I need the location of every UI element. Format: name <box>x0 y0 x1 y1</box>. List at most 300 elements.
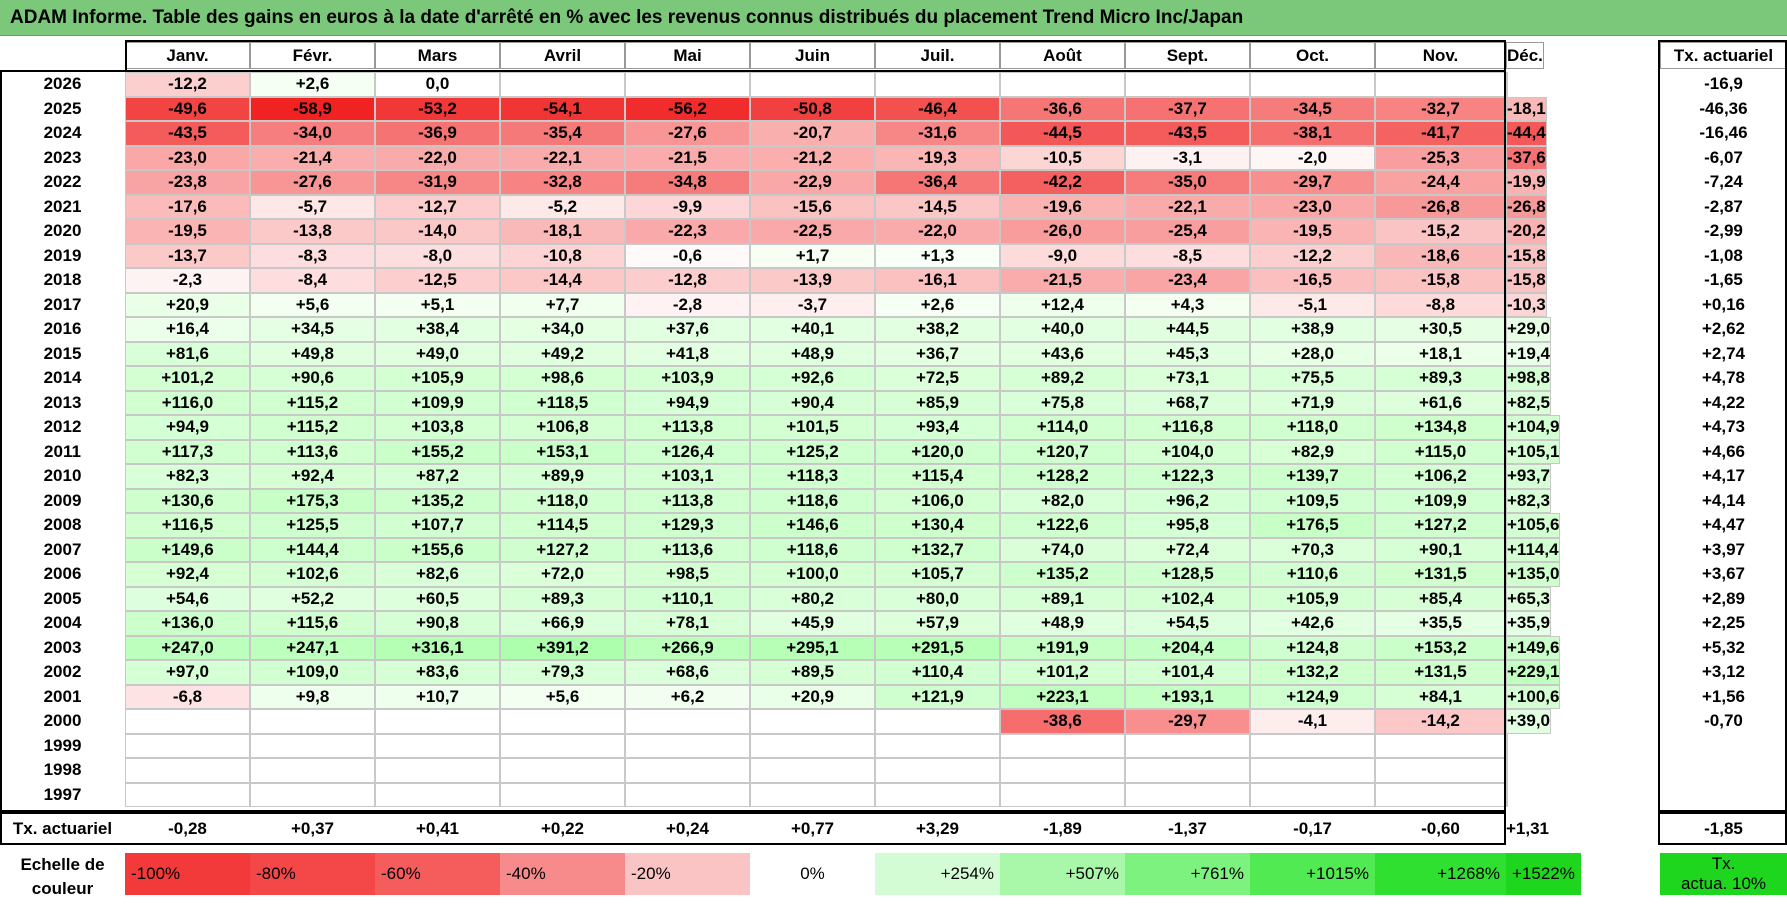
table-cell: -27,6 <box>625 121 750 146</box>
table-cell: +38,4 <box>375 317 500 342</box>
table-cell: +75,8 <box>1000 391 1125 416</box>
table-cell: -34,0 <box>250 121 375 146</box>
table-cell: +105,1 <box>1506 440 1560 465</box>
table-cell: +114,4 <box>1506 538 1560 563</box>
table-cell: -14,5 <box>875 195 1000 220</box>
table-cell: +117,3 <box>125 440 250 465</box>
row-tx-actuariel <box>1660 758 1787 783</box>
footer-value: +0,41 <box>415 818 459 838</box>
table-cell: -43,5 <box>1125 121 1250 146</box>
table-cell: +38,2 <box>875 317 1000 342</box>
table-cell: -4,1 <box>1250 709 1375 734</box>
row-tx-actuariel: +4,17 <box>1701 466 1745 486</box>
row-tx-actuariel: +3,97 <box>1701 539 1745 559</box>
table-cell: -38,6 <box>1000 709 1125 734</box>
scale-tx-line2: actua. 10% <box>1680 874 1767 893</box>
table-cell <box>625 709 750 734</box>
table-cell: +65,3 <box>1506 587 1551 612</box>
table-cell: +52,2 <box>250 587 375 612</box>
table-cell: -10,5 <box>1000 146 1125 171</box>
table-cell <box>500 734 625 759</box>
table-cell: +118,6 <box>750 489 875 514</box>
row-tx-actuariel: +3,67 <box>1701 564 1745 584</box>
scale-tx-swatch <box>1660 853 1787 895</box>
table-cell: -12,2 <box>1250 244 1375 269</box>
table-cell: -18,6 <box>1375 244 1506 269</box>
table-cell: +110,6 <box>1250 562 1375 587</box>
row-year: 2025 <box>43 98 82 118</box>
table-cell: -19,3 <box>875 146 1000 171</box>
table-cell: -36,6 <box>1000 97 1125 122</box>
table-cell: -13,8 <box>250 219 375 244</box>
table-cell <box>875 709 1000 734</box>
table-cell: +295,1 <box>750 636 875 661</box>
table-cell: +92,4 <box>125 562 250 587</box>
table-cell: +49,2 <box>500 342 625 367</box>
table-cell: +223,1 <box>1000 685 1125 710</box>
table-cell <box>1250 758 1375 783</box>
row-tx-actuariel: -2,99 <box>1704 221 1743 241</box>
row-tx-actuariel: -46,36 <box>1699 98 1748 118</box>
table-cell <box>875 734 1000 759</box>
table-cell: +35,5 <box>1375 611 1506 636</box>
table-cell: +110,4 <box>875 660 1000 685</box>
row-tx-actuariel: +4,14 <box>1701 490 1745 510</box>
row-tx-actuariel: -1,08 <box>1704 245 1743 265</box>
table-cell: -36,9 <box>375 121 500 146</box>
table-cell: -8,4 <box>250 268 375 293</box>
table-cell: -12,7 <box>375 195 500 220</box>
month-header: Sept. <box>1125 42 1250 69</box>
row-tx-actuariel: +2,89 <box>1701 588 1745 608</box>
table-cell: +125,5 <box>250 513 375 538</box>
table-cell <box>625 758 750 783</box>
table-cell: -2,0 <box>1250 146 1375 171</box>
row-year: 2008 <box>43 515 82 535</box>
table-cell: +204,4 <box>1125 636 1250 661</box>
table-cell: +93,7 <box>1506 464 1551 489</box>
footer-value: -1,37 <box>1168 818 1207 838</box>
table-cell: -19,5 <box>1250 219 1375 244</box>
table-cell: -44,4 <box>1506 121 1547 146</box>
table-cell: +90,4 <box>750 391 875 416</box>
table-cell: +316,1 <box>375 636 500 661</box>
table-cell <box>250 734 375 759</box>
table-cell: +125,2 <box>750 440 875 465</box>
table-cell: +110,1 <box>625 587 750 612</box>
row-year: 2017 <box>43 294 82 314</box>
table-cell <box>1375 783 1506 808</box>
table-cell: -24,4 <box>1375 170 1506 195</box>
table-cell: -19,9 <box>1506 170 1547 195</box>
row-year: 1998 <box>43 760 82 780</box>
table-cell: +115,0 <box>1375 440 1506 465</box>
table-cell: +153,1 <box>500 440 625 465</box>
row-tx-actuariel: -0,70 <box>1704 711 1743 731</box>
table-cell <box>1000 758 1125 783</box>
table-cell: +115,6 <box>250 611 375 636</box>
scale-swatch: 0% <box>750 853 875 895</box>
table-cell: -22,0 <box>875 219 1000 244</box>
table-cell: -20,7 <box>750 121 875 146</box>
table-cell: +105,9 <box>375 366 500 391</box>
table-cell: +114,5 <box>500 513 625 538</box>
scale-tx-line1: Tx. <box>1711 854 1736 873</box>
table-cell <box>1250 734 1375 759</box>
table-cell <box>1125 72 1250 97</box>
table-cell: -43,5 <box>125 121 250 146</box>
row-year: 2018 <box>43 270 82 290</box>
table-cell: +120,7 <box>1000 440 1125 465</box>
table-cell: -25,4 <box>1125 219 1250 244</box>
table-cell: +89,5 <box>750 660 875 685</box>
table-cell: +128,2 <box>1000 464 1125 489</box>
table-cell: -35,0 <box>1125 170 1250 195</box>
table-cell: -37,7 <box>1125 97 1250 122</box>
scale-swatch: -60% <box>375 853 500 895</box>
table-cell <box>1125 783 1250 808</box>
table-cell: +61,6 <box>1375 391 1506 416</box>
table-cell: +39,0 <box>1506 709 1551 734</box>
table-cell: -21,5 <box>1000 268 1125 293</box>
table-cell: +80,0 <box>875 587 1000 612</box>
table-cell: -56,2 <box>625 97 750 122</box>
table-cell: -41,7 <box>1375 121 1506 146</box>
table-cell: +90,1 <box>1375 538 1506 563</box>
row-tx-actuariel: +5,32 <box>1701 637 1745 657</box>
table-cell: +41,8 <box>625 342 750 367</box>
row-tx-actuariel: +2,74 <box>1701 343 1745 363</box>
table-cell <box>1125 734 1250 759</box>
table-cell: +89,1 <box>1000 587 1125 612</box>
table-cell: +113,8 <box>625 489 750 514</box>
table-cell: +5,6 <box>500 685 625 710</box>
table-cell: +10,7 <box>375 685 500 710</box>
table-cell: +129,3 <box>625 513 750 538</box>
table-cell: +74,0 <box>1000 538 1125 563</box>
table-cell: -13,7 <box>125 244 250 269</box>
table-cell: +135,0 <box>1506 562 1560 587</box>
table-cell: +127,2 <box>1375 513 1506 538</box>
footer-value: +0,37 <box>290 818 334 838</box>
table-cell: +89,3 <box>500 587 625 612</box>
table-cell <box>375 783 500 808</box>
table-cell: +9,8 <box>250 685 375 710</box>
row-year: 2014 <box>43 368 82 388</box>
table-cell: +121,9 <box>875 685 1000 710</box>
table-cell: +49,8 <box>250 342 375 367</box>
table-cell: -5,2 <box>500 195 625 220</box>
footer-value: -0,17 <box>1293 818 1332 838</box>
table-cell: +115,2 <box>250 391 375 416</box>
table-cell: -32,7 <box>1375 97 1506 122</box>
table-cell: -22,9 <box>750 170 875 195</box>
table-cell: +98,8 <box>1506 366 1551 391</box>
row-tx-actuariel: -6,07 <box>1704 147 1743 167</box>
row-year: 2015 <box>43 343 82 363</box>
table-cell: -37,6 <box>1506 146 1547 171</box>
table-cell: +12,4 <box>1000 293 1125 318</box>
table-cell: +266,9 <box>625 636 750 661</box>
table-cell <box>1506 783 1508 808</box>
table-cell: +109,9 <box>375 391 500 416</box>
table-cell: -44,5 <box>1000 121 1125 146</box>
table-cell: +135,2 <box>375 489 500 514</box>
table-cell: +82,3 <box>125 464 250 489</box>
table-cell: -20,2 <box>1506 219 1547 244</box>
table-cell: +73,1 <box>1125 366 1250 391</box>
table-cell: +193,1 <box>1125 685 1250 710</box>
table-cell: +29,0 <box>1506 317 1551 342</box>
table-cell: +101,2 <box>1000 660 1125 685</box>
report-title: ADAM Informe. Table des gains en euros à la date d'arrêté en % avec les revenus connus distribués du placement Trend Micro Inc/Japan <box>10 7 1244 28</box>
table-cell <box>250 783 375 808</box>
table-cell: -32,8 <box>500 170 625 195</box>
table-cell: -54,1 <box>500 97 625 122</box>
table-cell <box>750 734 875 759</box>
table-cell: +131,5 <box>1375 660 1506 685</box>
row-year: 2019 <box>43 245 82 265</box>
footer-value: -1,89 <box>1043 818 1082 838</box>
row-tx-actuariel: +2,62 <box>1701 319 1745 339</box>
row-tx-actuariel: +0,16 <box>1701 294 1745 314</box>
table-cell: +126,4 <box>625 440 750 465</box>
table-cell: +391,2 <box>500 636 625 661</box>
table-cell <box>1250 783 1375 808</box>
table-cell <box>125 734 250 759</box>
table-cell: -12,5 <box>375 268 500 293</box>
scale-swatch: +254% <box>875 853 1000 895</box>
table-cell: +80,2 <box>750 587 875 612</box>
table-cell: +2,6 <box>250 72 375 97</box>
table-cell: +96,2 <box>1125 489 1250 514</box>
table-cell: +82,3 <box>1506 489 1551 514</box>
row-year: 2002 <box>43 662 82 682</box>
table-cell: +60,5 <box>375 587 500 612</box>
row-tx-actuariel: +4,78 <box>1701 368 1745 388</box>
table-cell: +45,9 <box>750 611 875 636</box>
table-cell: +104,9 <box>1506 415 1560 440</box>
row-tx-actuariel: +4,73 <box>1701 417 1745 437</box>
table-cell <box>1506 72 1508 97</box>
table-cell: +40,0 <box>1000 317 1125 342</box>
row-year: 2012 <box>43 417 82 437</box>
table-cell: +20,9 <box>125 293 250 318</box>
row-year: 2001 <box>43 686 82 706</box>
row-year: 2022 <box>43 172 82 192</box>
row-year: 2023 <box>43 147 82 167</box>
table-cell: -3,7 <box>750 293 875 318</box>
table-cell: +291,5 <box>875 636 1000 661</box>
table-cell: +1,7 <box>750 244 875 269</box>
row-year: 2024 <box>43 123 82 143</box>
table-cell: +43,6 <box>1000 342 1125 367</box>
table-cell: +57,9 <box>875 611 1000 636</box>
table-cell: +93,4 <box>875 415 1000 440</box>
row-year: 2000 <box>43 711 82 731</box>
table-cell: +100,0 <box>750 562 875 587</box>
table-cell: +54,5 <box>1125 611 1250 636</box>
scale-swatch: +507% <box>1000 853 1125 895</box>
table-cell: +44,5 <box>1125 317 1250 342</box>
table-cell: +78,1 <box>625 611 750 636</box>
table-cell: +118,0 <box>500 489 625 514</box>
footer-value: +3,29 <box>915 818 959 838</box>
table-cell: +155,6 <box>375 538 500 563</box>
footer-tx: -1,85 <box>1704 818 1743 838</box>
table-cell: -15,2 <box>1375 219 1506 244</box>
table-cell: +107,7 <box>375 513 500 538</box>
table-cell: +6,2 <box>625 685 750 710</box>
scale-swatch: -20% <box>625 853 750 895</box>
table-cell: -31,9 <box>375 170 500 195</box>
table-cell: +20,9 <box>750 685 875 710</box>
table-cell: +92,6 <box>750 366 875 391</box>
table-cell: +85,9 <box>875 391 1000 416</box>
table-cell: +42,6 <box>1250 611 1375 636</box>
table-cell: +100,6 <box>1506 685 1560 710</box>
table-cell: -29,7 <box>1125 709 1250 734</box>
table-cell: +102,4 <box>1125 587 1250 612</box>
table-cell <box>125 783 250 808</box>
table-cell: +72,4 <box>1125 538 1250 563</box>
table-cell <box>1000 72 1125 97</box>
table-cell: +89,3 <box>1375 366 1506 391</box>
table-cell: +95,8 <box>1125 513 1250 538</box>
table-cell: +120,0 <box>875 440 1000 465</box>
table-cell: -9,9 <box>625 195 750 220</box>
footer-value: +1,31 <box>1506 818 1550 838</box>
table-cell: +84,1 <box>1375 685 1506 710</box>
row-tx-actuariel: -7,24 <box>1704 172 1743 192</box>
row-tx-actuariel: +3,12 <box>1701 662 1745 682</box>
table-cell <box>750 709 875 734</box>
table-cell: +124,8 <box>1250 636 1375 661</box>
table-cell: -6,8 <box>125 685 250 710</box>
table-cell: -15,6 <box>750 195 875 220</box>
row-tx-actuariel: +4,47 <box>1701 515 1745 535</box>
table-cell <box>1000 734 1125 759</box>
table-cell: +72,0 <box>500 562 625 587</box>
table-cell <box>875 758 1000 783</box>
table-cell: -42,2 <box>1000 170 1125 195</box>
table-cell: +85,4 <box>1375 587 1506 612</box>
table-cell: +130,4 <box>875 513 1000 538</box>
table-cell: -49,6 <box>125 97 250 122</box>
table-cell: -10,3 <box>1506 293 1547 318</box>
table-cell: +101,5 <box>750 415 875 440</box>
table-cell: +109,0 <box>250 660 375 685</box>
table-cell: +115,2 <box>250 415 375 440</box>
table-cell <box>500 758 625 783</box>
table-cell: +5,1 <box>375 293 500 318</box>
table-cell <box>750 783 875 808</box>
table-cell: -26,8 <box>1375 195 1506 220</box>
month-header: Janv. <box>125 42 250 69</box>
month-header: Mars <box>375 42 500 69</box>
table-cell: -16,5 <box>1250 268 1375 293</box>
table-cell: -31,6 <box>875 121 1000 146</box>
table-cell: +130,6 <box>125 489 250 514</box>
table-cell: +118,3 <box>750 464 875 489</box>
scale-label-line2: couleur <box>31 879 94 898</box>
table-cell: -8,3 <box>250 244 375 269</box>
table-cell: -29,7 <box>1250 170 1375 195</box>
table-cell: +153,2 <box>1375 636 1506 661</box>
footer-value: -0,28 <box>168 818 207 838</box>
table-cell: +2,6 <box>875 293 1000 318</box>
table-cell: +191,9 <box>1000 636 1125 661</box>
scale-swatch: -80% <box>250 853 375 895</box>
row-year: 1997 <box>43 784 82 804</box>
table-cell <box>1375 734 1506 759</box>
row-tx-actuariel <box>1660 783 1787 808</box>
table-cell: -22,3 <box>625 219 750 244</box>
table-cell: +122,6 <box>1000 513 1125 538</box>
scale-label <box>0 853 125 901</box>
table-cell: -26,8 <box>1506 195 1547 220</box>
table-cell: +131,5 <box>1375 562 1506 587</box>
row-year: 2004 <box>43 613 82 633</box>
table-cell <box>875 72 1000 97</box>
table-cell: +132,7 <box>875 538 1000 563</box>
table-cell: -27,6 <box>250 170 375 195</box>
table-cell: +146,6 <box>750 513 875 538</box>
table-cell: +79,3 <box>500 660 625 685</box>
scale-swatch: +1522% <box>1506 853 1581 895</box>
table-cell: +149,6 <box>1506 636 1560 661</box>
table-cell: +82,5 <box>1506 391 1551 416</box>
table-cell: +103,8 <box>375 415 500 440</box>
scale-swatch: -100% <box>125 853 250 895</box>
table-cell: -5,1 <box>1250 293 1375 318</box>
footer-value: -0,60 <box>1421 818 1460 838</box>
table-cell: -53,2 <box>375 97 500 122</box>
table-cell: -35,4 <box>500 121 625 146</box>
table-cell: +144,4 <box>250 538 375 563</box>
table-cell <box>750 758 875 783</box>
footer-value: +0,24 <box>665 818 709 838</box>
table-cell: -23,0 <box>125 146 250 171</box>
table-cell: +1,3 <box>875 244 1000 269</box>
month-header: Août <box>1000 42 1125 69</box>
table-cell: +68,7 <box>1125 391 1250 416</box>
table-cell <box>875 783 1000 808</box>
table-cell: +116,0 <box>125 391 250 416</box>
table-cell: +247,1 <box>250 636 375 661</box>
row-tx-actuariel: +2,25 <box>1701 613 1745 633</box>
table-cell: -14,4 <box>500 268 625 293</box>
table-cell: -17,6 <box>125 195 250 220</box>
table-cell: -18,1 <box>500 219 625 244</box>
table-cell <box>1375 72 1506 97</box>
table-cell: +7,7 <box>500 293 625 318</box>
table-cell: +106,0 <box>875 489 1000 514</box>
table-cell: +70,3 <box>1250 538 1375 563</box>
table-cell: -15,8 <box>1375 268 1506 293</box>
table-cell <box>500 783 625 808</box>
table-cell: -22,5 <box>750 219 875 244</box>
table-cell: +71,9 <box>1250 391 1375 416</box>
scale-label-line1: Echelle de <box>20 855 105 874</box>
row-year: 2010 <box>43 466 82 486</box>
row-year: 2009 <box>43 490 82 510</box>
table-cell: +105,9 <box>1250 587 1375 612</box>
month-header: Févr. <box>250 42 375 69</box>
table-cell: +139,7 <box>1250 464 1375 489</box>
table-cell: +87,2 <box>375 464 500 489</box>
table-cell: +94,9 <box>625 391 750 416</box>
